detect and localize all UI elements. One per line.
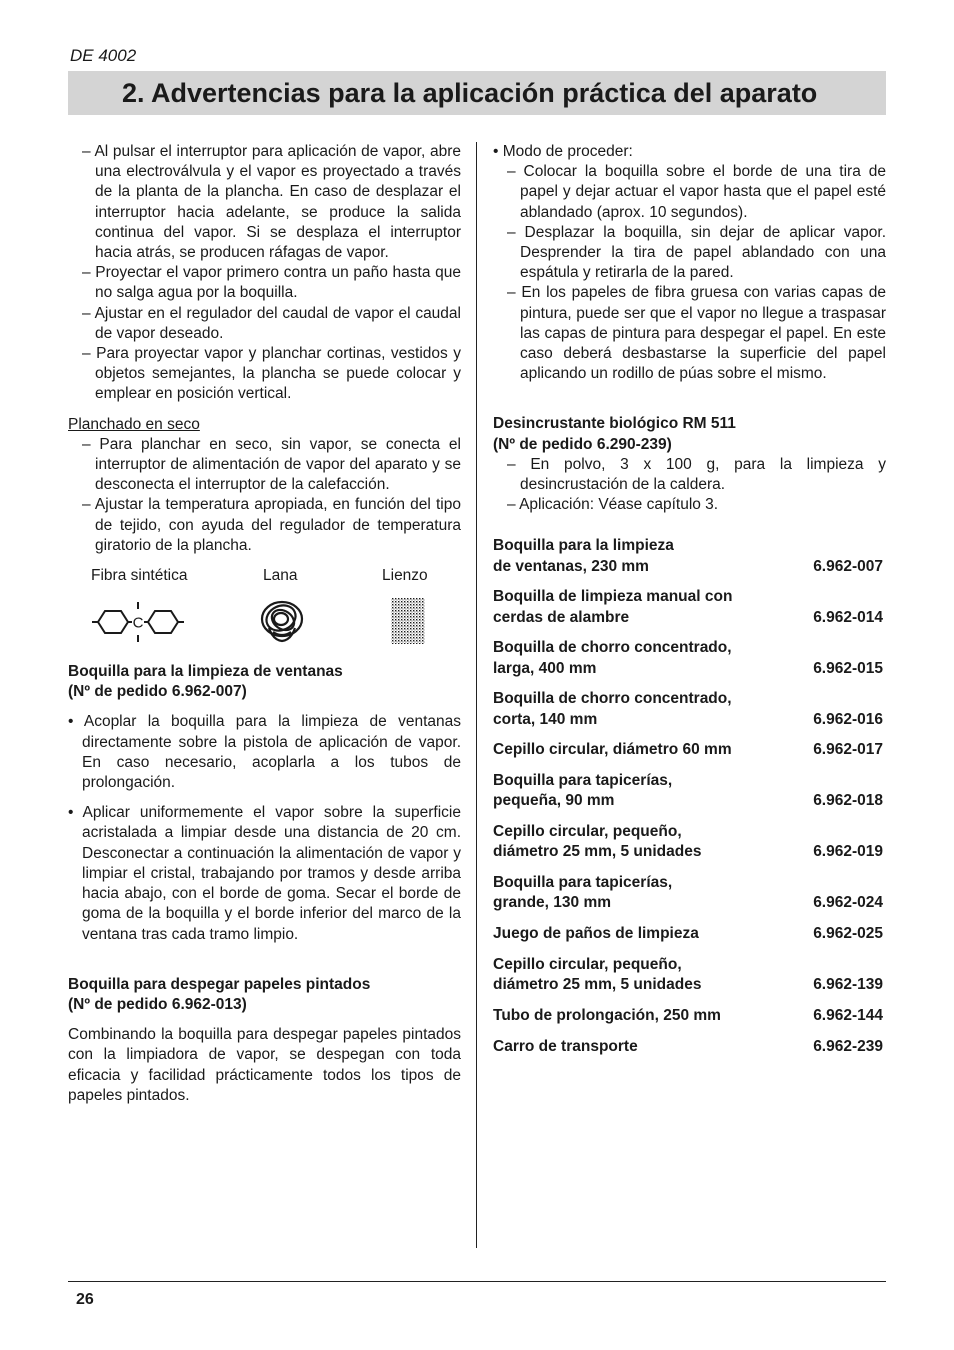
accessory-name: Boquilla para la limpieza [493,537,674,555]
list-item: • Acoplar la boquilla para la limpieza de ventanas directamente sobre la pistola de aplicación de vapor. En caso necesario, acoplarla a los tubos de prolongación. [68,713,461,792]
heading-line: Desincrustante biológico RM 511 [493,415,736,433]
list-item: – Para proyectar vapor y planchar cortinas, vestidos y objetos semejantes, la plancha se puede colocar y emplear en posición vertical. [82,345,461,403]
accessory-name: diámetro 25 mm, 5 unidades [493,843,702,861]
wool-icon [259,598,305,644]
list-item: – Para planchar en seco, sin vapor, se conecta el interruptor de alimentación de vapor del aparato y se desconecta el interruptor de la calefacción. [82,435,461,494]
accessory-name: pequeña, 90 mm [493,792,615,810]
accessory-number: 6.962-024 [813,894,883,912]
accessory-row [493,638,886,678]
accessory-number: 6.962-018 [813,792,883,810]
list-item: – Al pulsar el interruptor para aplicación de vapor, abre una electroválvula y el vapor es proyectado a través de la planta de la plancha. En caso de desplazar el interruptor hacia adelante, se produce la salida continua del vapor. Si se desplaza el interruptor hacia atrás, se producen ráfagas de vapor. [82,143,461,262]
accessory-row [493,873,886,913]
accessory-row [493,587,886,627]
accessory-name: Juego de paños de limpieza [493,925,699,943]
list-item: • Aplicar uniformemente el vapor sobre la superficie acristalada a limpiar desde una distancia de 20 cm. Desconectar a continuación la alimentación de vapor y limpiar el cristal, trabajando por tramos y desde arriba hacia abajo, con el borde de goma. Secar el borde de goma de la boquilla y el borde inferior del marco de la ventana tras cada tramo limpio. [68,804,461,943]
fabric-label-wool: Lana [263,567,298,585]
synthetic-fiber-letter: C [132,614,144,632]
accessory-row [493,955,886,995]
right-column [493,142,886,1057]
window-nozzle-heading [68,662,461,702]
accessories-list [493,536,886,1057]
accessory-name: larga, 400 mm [493,659,597,677]
wallpaper-nozzle-heading [68,975,461,1015]
accessory-name: cerdas de alambre [493,608,630,626]
descaler-heading [493,414,886,454]
list-item: – Desplazar la boquilla, sin dejar de aplicar vapor. Desprender la tira de papel ablandado con una espátula y retirarla de la pared. [507,223,886,282]
accessory-row [493,536,886,576]
footer-divider [68,1281,886,1282]
list-item: – Colocar la boquilla sobre el borde de una tira de papel y dejar actuar el vapor hasta que el papel esté ablandado (aprox. 10 segundos). [507,163,886,221]
left-column [68,142,461,1106]
list-item: – En polvo, 3 x 100 g, para la limpieza y desincrustación de la caldera. [507,455,886,494]
list-item: – Proyectar el vapor primero contra un paño hasta que no salga agua por la boquilla. [82,264,461,302]
list-item: – Ajustar la temperatura apropiada, en función del tipo de tejido, con ayuda del regulador de temperatura giratorio de la plancha. [82,496,461,554]
list-item: – Aplicación: Véase capítulo 3. [507,496,719,514]
fabric-label-synthetic: Fibra sintética [91,567,188,585]
heading-line: (Nº de pedido 6.962-007) [68,683,247,701]
page-number: 26 [76,1291,94,1308]
accessory-name: de ventanas, 230 mm [493,557,649,575]
accessory-number: 6.962-025 [813,925,883,943]
list-item: – En los papeles de fibra gruesa con varias capas de pintura, puede ser que el vapor no llegue a traspasar las capas de pintura para despegar el papel. En este caso deberá desbastarse la superficie del papel aplicando un rodillo de púas sobre el mismo. [507,284,886,383]
accessory-number: 6.962-239 [813,1037,883,1055]
synthetic-fiber-icon [92,602,184,642]
accessory-row [493,822,886,862]
heading-line: Boquilla para la limpieza de ventanas [68,663,343,681]
accessory-row [493,689,886,729]
accessory-name: Tubo de prolongación, 250 mm [493,1007,721,1025]
procedure-label: • Modo de proceder: [493,143,633,160]
fabric-symbols [68,566,461,644]
accessory-number: 6.962-015 [813,659,883,677]
section-title-bar [68,71,886,115]
accessory-number: 6.962-019 [813,843,883,861]
accessory-number: 6.962-016 [813,710,883,728]
accessory-row [493,1037,886,1057]
list-item: – Ajustar en el regulador del caudal de vapor el caudal de vapor deseado. [82,304,461,342]
model-label: DE 4002 [70,46,137,65]
accessory-name: Boquilla para tapicerías, [493,874,673,892]
accessory-row [493,924,886,944]
linen-icon [389,598,425,644]
accessory-name: Carro de transporte [493,1037,638,1055]
fabric-label-linen: Lienzo [382,567,428,585]
accessory-name: Boquilla de limpieza manual con [493,588,733,606]
accessory-number: 6.962-017 [813,741,883,759]
accessory-name: Boquilla para tapicerías, [493,772,673,790]
heading-line: (Nº de pedido 6.290-239) [493,435,672,453]
accessory-number: 6.962-014 [813,608,883,626]
accessory-row [493,771,886,811]
accessory-name: Cepillo circular, diámetro 60 mm [493,741,732,759]
accessory-name: corta, 140 mm [493,710,598,728]
accessory-row [493,740,886,760]
accessory-row [493,1006,886,1026]
accessory-name: diámetro 25 mm, 5 unidades [493,976,702,994]
page-title: 2. Advertencias para la aplicación práctica del aparato [122,78,818,108]
accessory-number: 6.962-139 [813,976,883,994]
wallpaper-text: Combinando la boquilla para despegar papeles pintados con la limpiadora de vapor, se despegan con toda eficacia y facilidad prácticamente todos los tipos de papeles pintados. [68,1026,461,1104]
accessory-name: grande, 130 mm [493,894,612,912]
accessory-name: Cepillo circular, pequeño, [493,823,682,841]
dry-ironing-heading: Planchado en seco [68,415,200,433]
accessory-name: Cepillo circular, pequeño, [493,956,682,974]
heading-line: (Nº de pedido 6.962-013) [68,995,247,1013]
heading-line: Boquilla para despegar papeles pintados [68,975,371,993]
accessory-number: 6.962-007 [813,557,883,575]
accessory-name: Boquilla de chorro concentrado, [493,690,732,708]
column-divider [476,142,477,1248]
accessory-name: Boquilla de chorro concentrado, [493,639,732,657]
accessory-number: 6.962-144 [813,1007,883,1025]
